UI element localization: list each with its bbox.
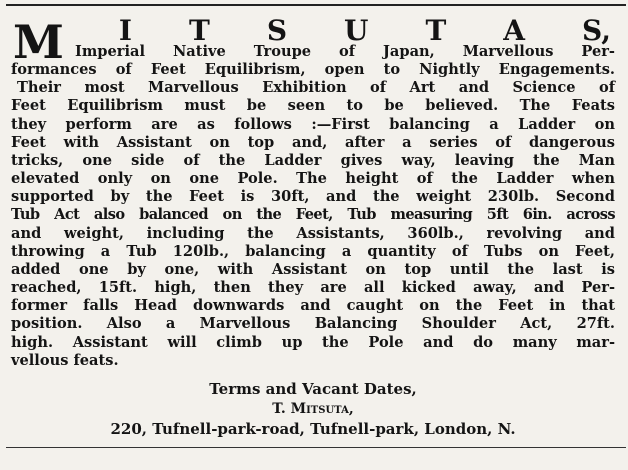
body-line: Imperial Native Troupe of Japan, Marvellous Per- <box>75 43 615 60</box>
body-line: throwing a Tub 120lb., balancing a quantity of Tubs on Feet, <box>11 242 615 260</box>
headline-initial: M <box>13 15 64 69</box>
body-line: Feet with Assistant on top and, after a series of dangerous <box>11 133 615 151</box>
proprietor-name: T. Mitsuta, <box>272 400 354 417</box>
headline-letter: I <box>118 14 133 47</box>
body-line: added one by one, with Assistant on top until the last is <box>11 260 615 278</box>
headline-letter: S <box>266 14 288 47</box>
bottom-rule <box>6 447 626 448</box>
body-line: tricks, one side of the Ladder gives way, leaving the Man <box>11 151 615 169</box>
terms-line: Terms and Vacant Dates, <box>209 379 417 398</box>
body-line: reached, 15ft. high, then they are all kicked away, and Per- <box>11 279 615 297</box>
body-line: high. Assistant will climb up the Pole and do many mar- <box>11 333 615 351</box>
closing-block <box>11 378 615 440</box>
body-line: Feet Equilibrism must be seen to be believed. The Feats <box>11 97 615 115</box>
ad-body <box>11 43 615 370</box>
body-line: they perform are as follows :—First balancing a Ladder on <box>11 115 615 133</box>
headline-letter: T <box>189 14 210 47</box>
body-line: formances of Feet Equilibrism, open to Nightly Engagements. <box>11 61 615 79</box>
body-line: position. Also a Marvellous Balancing Shoulder Act, 27ft. <box>11 315 615 333</box>
body-line: supported by the Feet is 30ft, and the weight 230lb. Second <box>11 188 615 206</box>
body-line: and weight, including the Assistants, 360lb., revolving and <box>11 224 615 242</box>
headline-letter: T <box>425 14 447 47</box>
address-line: 220, Tufnell-park-road, Tufnell-park, London, N. <box>110 419 516 438</box>
body-line: former falls Head downwards and caught on the Feet in that <box>11 297 615 315</box>
body-line: Tub Act also balanced on the Feet, Tub measuring 5ft 6in. across <box>11 206 615 224</box>
body-line: elevated only on one Pole. The height of the Ladder when <box>11 170 615 188</box>
headline-letter: A <box>503 14 526 47</box>
body-line: Their most Marvellous Exhibition of Art and Science of <box>17 79 615 97</box>
top-rule <box>6 4 626 6</box>
headline-letter: S, <box>582 14 611 47</box>
advertisement <box>11 11 615 440</box>
body-line: vellous feats. <box>11 351 119 369</box>
headline-letter: U <box>344 14 369 47</box>
